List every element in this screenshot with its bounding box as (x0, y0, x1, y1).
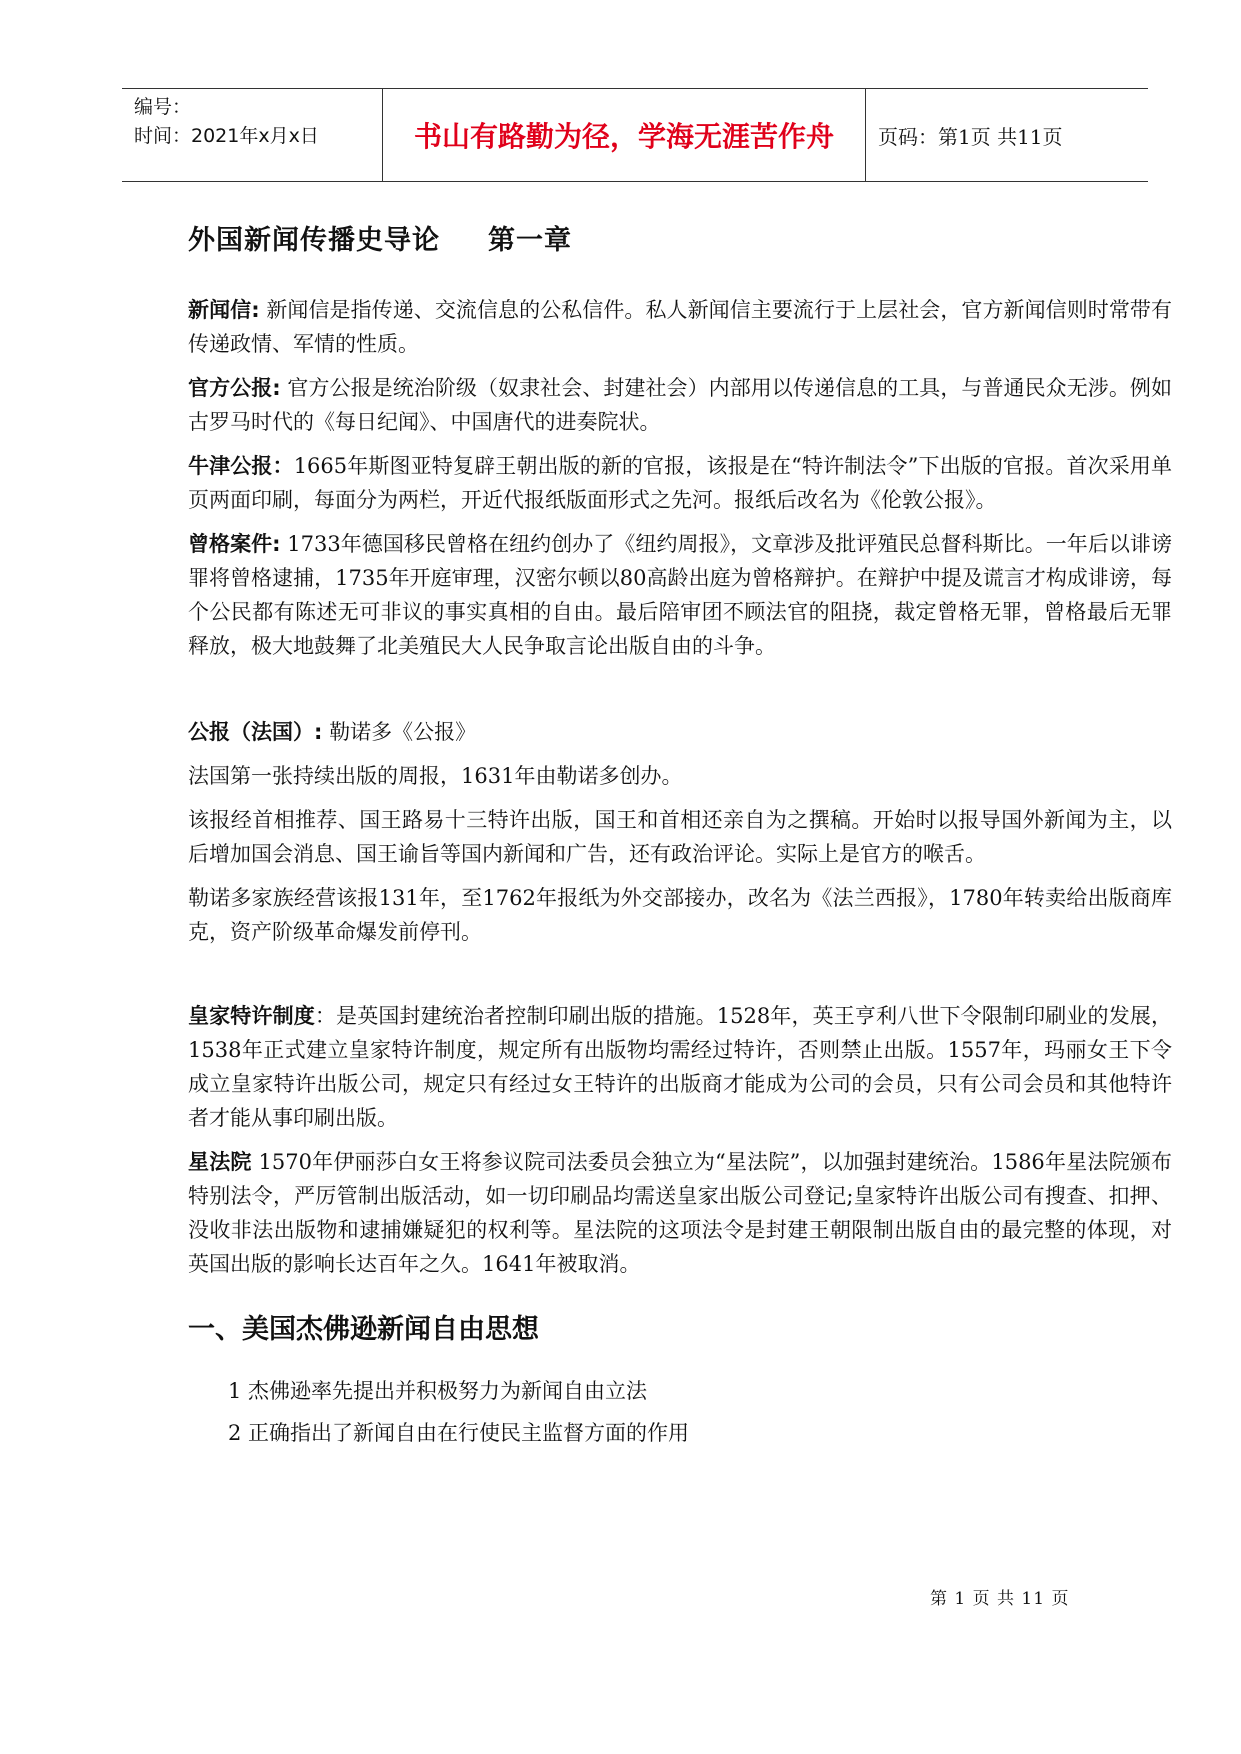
entry-term: 牛津公报： (188, 454, 294, 478)
entry-paragraph (188, 999, 1172, 1135)
motto: 书山有路勤为径，学海无涯苦作舟 (382, 89, 866, 181)
gazette-term: 公报（法国）: (188, 720, 323, 744)
entry-term: 皇家特许制度 (188, 1004, 315, 1028)
entry-paragraph (188, 1145, 1172, 1281)
time-label: 时间：2021年x月x日 (134, 125, 319, 147)
entry-paragraph (188, 527, 1172, 663)
gazette-subtitle: 勒诺多《公报》 (322, 720, 477, 744)
section-heading: 一、美国杰佛逊新闻自由思想 (188, 1314, 539, 1345)
entry-paragraph (188, 371, 1172, 439)
page-title (188, 218, 1172, 257)
document-body (188, 218, 1172, 1458)
gazette-paragraph: 法国第一张持续出版的周报，1631年由勒诺多创办。 (188, 764, 683, 788)
entry-text: 1665年斯图亚特复辟王朝出版的新的官报，该报是在“特许制法令”下出版的官报。首次采用单页两面印刷，每面分为两栏，开近代报纸版面形式之先河。报纸后改名为《伦敦公报》。 (188, 454, 1173, 512)
page-footer: 第 1 页 共 11 页 (930, 1589, 1070, 1609)
entry-term: 星法院 (188, 1150, 252, 1174)
entry-text: 1733年德国移民曾格在纽约创办了《纽约周报》，文章涉及批评殖民总督科斯比。一年后以诽谤罪将曾格逮捕，1735年开庭审理，汉密尔顿以80高龄出庭为曾格辩护。在辩护中提及谎言才构成诽谤，每个公民都有陈述无可非议的事实真相的自由。最后陪审团不顾法官的阻挠，裁定曾格无罪，曾格最后无罪释放，极大地鼓舞了北美殖民大人民争取言论出版自由的斗争。 (188, 532, 1172, 658)
entry-term: 曾格案件: (188, 532, 281, 556)
entry-term: 官方公报: (188, 376, 281, 400)
entry-paragraph (188, 449, 1172, 517)
entry-text: 1570年伊丽莎白女王将参议院司法委员会独立为“星法院”，以加强封建统治。1586年星法院颁布特别法令，严厉管制出版活动，如一切印刷品均需送皇家出版公司登记;皇家特许出版公司有搜查、扣押、没收非法出版物和逮捕嫌疑犯的权利等。星法院的这项法令是封建王朝限制出版自由的最完整的体现，对英国出版的影响长达百年之久。1641年被取消。 (188, 1150, 1173, 1276)
list-item: 1 杰佛逊率先提出并积极努力为新闻自由立法 (228, 1379, 648, 1403)
entry-text: 官方公报是统治阶级（奴隶社会、封建社会）内部用以传递信息的工具，与普通民众无涉。例如古罗马时代的《每日纪闻》、中国唐代的进奏院状。 (188, 376, 1172, 434)
gazette-paragraph: 该报经首相推荐、国王路易十三特许出版，国王和首相还亲自为之撰稿。开始时以报导国外新闻为主，以后增加国会消息、国王谕旨等国内新闻和广告，还有政治评论。实际上是官方的喉舌。 (188, 808, 1172, 866)
header-table (122, 88, 1148, 182)
gazette-heading (188, 715, 1172, 749)
entry-text: ：是英国封建统治者控制印刷出版的措施。1528年，英王亨利八世下令限制印刷业的发展，1538年正式建立皇家特许制度，规定所有出版物均需经过特许，否则禁止出版。1557年，玛丽女王下令成立皇家特许出版公司，规定只有经过女王特许的出版商才能成为公司的会员，只有公司会员和其他特许者才能从事印刷出版。 (188, 1004, 1173, 1130)
header-left-cell (122, 89, 382, 181)
entry-text: 新闻信是指传递、交流信息的公私信件。私人新闻信主要流行于上层社会，官方新闻信则时常带有传递政情、军情的性质。 (188, 298, 1172, 356)
gazette-paragraph: 勒诺多家族经营该报131年，至1762年报纸为外交部接办，改名为《法兰西报》，1780年转卖给出版商库克，资产阶级革命爆发前停刊。 (188, 886, 1172, 944)
entry-term: 新闻信: (188, 298, 260, 322)
number-label: 编号： (134, 96, 192, 118)
page-info: 页码：第1页 共11页 (878, 124, 1063, 149)
title-main: 外国新闻传播史导论 (188, 225, 440, 256)
title-chapter: 第一章 (488, 225, 572, 256)
list-item: 2 正确指出了新闻自由在行使民主监督方面的作用 (228, 1421, 690, 1445)
entry-paragraph (188, 293, 1172, 361)
